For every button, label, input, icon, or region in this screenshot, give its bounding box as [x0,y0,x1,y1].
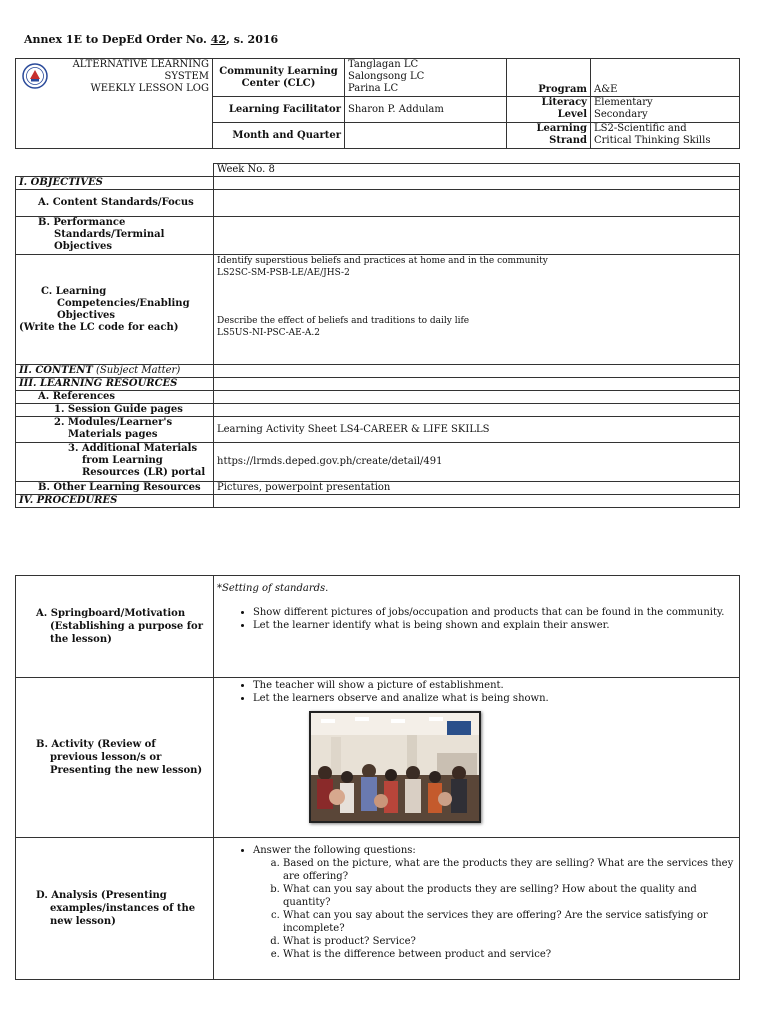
annex-prefix: Annex 1E to DepEd Order No. [24,33,211,46]
strand-label-2: Strand [549,135,587,146]
springboard-content [214,576,740,678]
system-cell [16,59,213,149]
week-number: Week No. 8 [214,164,740,177]
activity-bullet: • Let the learners observe and analize what is being shown. [253,692,736,705]
learning-competencies-value [214,255,740,365]
lc-text-1: Identify superstious beliefs and practices at home and in the community [217,256,548,266]
strand-label [507,123,591,149]
clc-value-2: Salongsong LC [348,71,425,82]
springboard-line-1: A. Springboard/Motivation [36,608,186,619]
header-table [15,58,740,149]
literacy-label [507,97,591,123]
analysis-question: d. What is product? Service? [283,935,736,948]
modules-line-2: Materials pages [68,429,158,440]
facilitator-label: Learning Facilitator [213,97,345,123]
analysis-label [16,838,214,980]
perf-line-1: B. Performance [38,217,126,228]
lc-text-2: Describe the effect of beliefs and traditions to daily life [217,316,470,326]
objectives-heading: I. OBJECTIVES [16,177,214,190]
lc-code-2: LS5US-NI-PSC-AE-A.2 [217,328,320,338]
program-label: Program [507,59,591,97]
activity-line-1: B. Activity (Review of [36,739,156,750]
perf-line-2: Standards/Terminal [54,229,165,240]
clc-value-3: Parina LC [348,83,399,94]
lc-line-3: Objectives [57,309,115,321]
program-value: A&E [591,59,740,97]
procedures-table [15,575,740,980]
activity-content [214,678,740,838]
month-value [345,123,507,149]
annex-suffix: , s. 2016 [226,33,279,46]
strand-value [591,123,740,149]
modules-line-1: 2. Modules/Learner's [54,417,173,428]
lesson-log-table [15,163,740,508]
lr-portal-link[interactable]: https://lrmds.deped.gov.ph/create/detail/491 [214,443,740,482]
springboard-line-3: the lesson) [50,634,112,645]
literacy-label-2: Level [557,109,587,120]
springboard-intro: *Setting of standards. [217,583,329,594]
literacy-label-1: Literacy [541,97,587,108]
clc-value-1: Tanglagan LC [348,59,419,70]
springboard-bullet: • Let the learner identify what is being shown and explain their answer. [253,619,736,632]
analysis-content [214,838,740,980]
strand-value-1: LS2-Scientific and [594,123,687,134]
springboard-label [16,576,214,678]
procedures-heading: IV. PROCEDURES [16,495,214,508]
literacy-value [591,97,740,123]
performance-standards-label [16,217,214,255]
springboard-line-2: (Establishing a purpose for [50,621,203,632]
store-crowd-image [311,713,479,821]
lc-line-2: Competencies/Enabling [57,297,190,309]
clc-values [345,59,507,97]
content-standards-label: A. Content Standards/Focus [16,190,214,217]
system-line-2: SYSTEM [164,71,209,82]
additional-line-3: Resources (LR) portal [82,467,206,478]
modules-label [16,417,214,443]
additional-line-2: from Learning [82,455,163,466]
annex-title [24,33,278,46]
other-resources-value: Pictures, powerpoint presentation [214,482,740,495]
literacy-value-1: Elementary [594,97,653,108]
additional-materials-label [16,443,214,482]
springboard-bullet: • Show different pictures of jobs/occupation and products that can be found in the community. [253,606,736,619]
learning-competencies-label [16,255,214,365]
analysis-question: b. What can you say about the products they are selling? How about the quality and quantity? [283,883,736,909]
analysis-question: e. What is the difference between product and service? [283,948,736,961]
analysis-question: a. Based on the picture, what are the products they are selling? What are the services they are offering? [283,857,736,883]
other-resources-label: B. Other Learning Resources [16,482,214,495]
content-sub: (Subject Matter) [95,365,181,376]
strand-label-1: Learning [536,123,587,134]
content-heading [16,365,214,378]
clc-label: Community Learning Center (CLC) [213,59,345,97]
additional-line-1: 3. Additional Materials [68,443,198,454]
activity-line-2: previous lesson/s or [50,752,162,763]
establishment-photo [309,711,481,823]
annex-number: 42 [210,33,227,46]
lc-line-1: C. Learning [41,285,107,297]
analysis-question: c. What can you say about the services they are offering? Are the service satisfying or incomplete? [283,909,736,935]
month-label: Month and Quarter [213,123,345,149]
content-label: II. CONTENT [19,365,93,376]
literacy-value-2: Secondary [594,109,648,120]
activity-line-3: Presenting the new lesson) [50,765,203,776]
system-line-1: ALTERNATIVE LEARNING [72,59,209,70]
analysis-line-2: examples/instances of the [50,903,196,914]
activity-label [16,678,214,838]
deped-seal-icon [22,63,48,89]
analysis-bullet: • Answer the following questions: [253,844,736,857]
facilitator-value: Sharon P. Addulam [345,97,507,123]
perf-line-3: Objectives [54,241,112,252]
modules-value: Learning Activity Sheet LS4-CAREER & LIFE SKILLS [214,417,740,443]
lc-code-1: LS2SC-SM-PSB-LE/AE/JHS-2 [217,268,350,278]
session-guide-label: 1. Session Guide pages [16,404,214,417]
strand-value-2: Critical Thinking Skills [594,135,711,146]
analysis-line-1: D. Analysis (Presenting [36,890,167,901]
analysis-line-3: new lesson) [50,916,116,927]
lc-line-4: (Write the LC code for each) [19,321,179,333]
references-label: A. References [16,391,214,404]
system-line-3: WEEKLY LESSON LOG [90,83,209,94]
resources-heading: III. LEARNING RESOURCES [16,378,214,391]
activity-bullet: • The teacher will show a picture of establishment. [253,679,736,692]
